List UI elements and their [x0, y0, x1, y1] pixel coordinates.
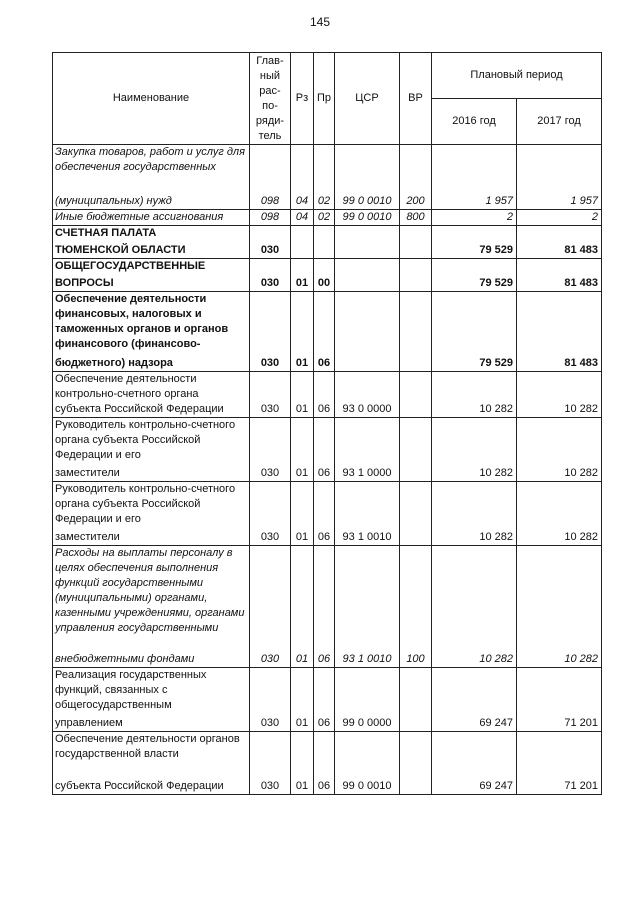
row-main-manager: 030: [250, 418, 291, 482]
row-target-item: 93 1 0010: [335, 482, 400, 546]
row-section: 04: [291, 210, 314, 226]
row-subsection: 02: [314, 210, 335, 226]
row-subsection: 06: [314, 482, 335, 546]
row-name-last-line: управлением: [55, 717, 123, 729]
row-name: [53, 732, 250, 795]
row-value-2017: 71 201: [517, 668, 602, 732]
row-name: [53, 372, 250, 418]
budget-table: [52, 52, 602, 795]
table-row: [53, 482, 602, 546]
row-subsection: 02: [314, 145, 335, 210]
header-planned-period: Плановый период: [432, 53, 602, 99]
row-value-2017: 81 483: [517, 292, 602, 372]
row-section: 01: [291, 546, 314, 668]
row-value-2017: 10 282: [517, 418, 602, 482]
header-year-2017: 2017 год: [517, 99, 602, 145]
row-name-text: Расходы на выплаты персоналу в целях обеспечения выполнения функций государственными (муниципальными) органами, казенными учреждениями, органами управления государственными: [55, 547, 245, 634]
header-name: Наименование: [53, 53, 250, 145]
row-section: 01: [291, 259, 314, 292]
row-name-last-line: заместители: [55, 531, 120, 543]
row-main-manager: 098: [250, 210, 291, 226]
table-row: [53, 418, 602, 482]
row-value-2016: 1 957: [432, 145, 517, 210]
row-subsection: 06: [314, 372, 335, 418]
row-name-last-line: субъекта Российской Федерации: [55, 780, 224, 792]
row-name-text: Руководитель контрольно-счетного органа субъекта Российской Федерации и его: [55, 483, 236, 525]
row-name: [53, 292, 250, 372]
row-name: [53, 546, 250, 668]
row-value-2017: 81 483: [517, 259, 602, 292]
row-name-last-line: субъекта Российской Федерации: [55, 403, 224, 415]
row-name: [53, 482, 250, 546]
row-value-2017: 71 201: [517, 732, 602, 795]
row-expense-type: [400, 732, 432, 795]
row-section: 01: [291, 418, 314, 482]
row-name-text: Обеспечение деятельности финансовых, налоговых и таможенных органов и органов финансового (финансово-: [55, 293, 229, 350]
row-name-last-line: (муниципальных) нужд: [55, 195, 172, 207]
header-target-item: ЦСР: [335, 53, 400, 145]
row-expense-type: [400, 259, 432, 292]
row-value-2016: 79 529: [432, 226, 517, 259]
row-section: 01: [291, 482, 314, 546]
row-main-manager: 030: [250, 292, 291, 372]
row-subsection: 00: [314, 259, 335, 292]
row-value-2017: 10 282: [517, 372, 602, 418]
row-name-last-line: ТЮМЕНСКОЙ ОБЛАСТИ: [55, 244, 186, 256]
row-name-text: Реализация государственных функций, связанных с общегосударственным: [55, 669, 207, 711]
row-section: [291, 226, 314, 259]
row-name: [53, 210, 250, 226]
row-value-2016: 10 282: [432, 546, 517, 668]
row-target-item: 99 0 0010: [335, 732, 400, 795]
row-value-2016: 79 529: [432, 292, 517, 372]
row-name-text: СЧЕТНАЯ ПАЛАТА: [55, 227, 157, 239]
row-value-2017: 10 282: [517, 546, 602, 668]
header-year-2016: 2016 год: [432, 99, 517, 145]
row-expense-type: [400, 668, 432, 732]
row-section: 01: [291, 732, 314, 795]
row-value-2016: 69 247: [432, 732, 517, 795]
row-value-2017: 10 282: [517, 482, 602, 546]
page-number: 145: [309, 15, 331, 29]
table-row: [53, 259, 602, 292]
row-value-2017: 2: [517, 210, 602, 226]
row-value-2016: 10 282: [432, 418, 517, 482]
row-value-2016: 79 529: [432, 259, 517, 292]
row-name-text: ОБЩЕГОСУДАРСТВЕННЫЕ: [55, 260, 206, 272]
row-name: [53, 226, 250, 259]
row-value-2016: 2: [432, 210, 517, 226]
row-expense-type: [400, 372, 432, 418]
row-section: 04: [291, 145, 314, 210]
row-subsection: 06: [314, 418, 335, 482]
row-name: [53, 145, 250, 210]
table-row: [53, 292, 602, 372]
table-row: [53, 668, 602, 732]
row-name-text: Обеспечение деятельности органов государственной власти: [55, 733, 240, 760]
row-target-item: 93 0 0000: [335, 372, 400, 418]
row-value-2016: 10 282: [432, 372, 517, 418]
row-value-2016: 69 247: [432, 668, 517, 732]
header-subsection: Пр: [314, 53, 335, 145]
row-target-item: [335, 292, 400, 372]
row-expense-type: [400, 482, 432, 546]
row-section: 01: [291, 372, 314, 418]
row-main-manager: 030: [250, 259, 291, 292]
row-value-2017: 81 483: [517, 226, 602, 259]
row-name-last-line: бюджетного) надзора: [55, 357, 173, 369]
header-main-manager: Глав- ный рас- по- ряди- тель: [250, 53, 291, 145]
row-name: [53, 259, 250, 292]
row-target-item: 93 1 0000: [335, 418, 400, 482]
row-name-text: Обеспечение деятельности контрольно-счетного органа: [55, 373, 199, 400]
row-target-item: 93 1 0010: [335, 546, 400, 668]
row-name: [53, 418, 250, 482]
row-name: [53, 668, 250, 732]
row-target-item: 99 0 0000: [335, 668, 400, 732]
header-expense-type: ВР: [400, 53, 432, 145]
row-subsection: 06: [314, 668, 335, 732]
row-expense-type: 800: [400, 210, 432, 226]
row-name-text: Закупка товаров, работ и услуг для обеспечения государственных: [55, 146, 246, 173]
row-expense-type: [400, 418, 432, 482]
row-main-manager: 030: [250, 546, 291, 668]
row-expense-type: [400, 226, 432, 259]
row-target-item: 99 0 0010: [335, 210, 400, 226]
row-subsection: 06: [314, 292, 335, 372]
row-main-manager: 030: [250, 668, 291, 732]
table-row: [53, 546, 602, 668]
table-row: [53, 210, 602, 226]
row-target-item: [335, 259, 400, 292]
row-subsection: [314, 226, 335, 259]
row-value-2016: 10 282: [432, 482, 517, 546]
row-section: 01: [291, 668, 314, 732]
row-expense-type: [400, 292, 432, 372]
row-section: 01: [291, 292, 314, 372]
table-row: [53, 226, 602, 259]
row-main-manager: 098: [250, 145, 291, 210]
row-name-last-line: ВОПРОСЫ: [55, 277, 114, 289]
header-section: Рз: [291, 53, 314, 145]
row-value-2017: 1 957: [517, 145, 602, 210]
row-subsection: 06: [314, 732, 335, 795]
row-main-manager: 030: [250, 482, 291, 546]
row-target-item: 99 0 0010: [335, 145, 400, 210]
row-main-manager: 030: [250, 732, 291, 795]
row-target-item: [335, 226, 400, 259]
row-name-text: Руководитель контрольно-счетного органа субъекта Российской Федерации и его: [55, 419, 236, 461]
table-row: [53, 372, 602, 418]
row-subsection: 06: [314, 546, 335, 668]
row-name-last-line: заместители: [55, 467, 120, 479]
table-row: [53, 145, 602, 210]
table-row: [53, 732, 602, 795]
row-name-last-line: внебюджетными фондами: [55, 653, 195, 665]
row-main-manager: 030: [250, 226, 291, 259]
row-expense-type: 200: [400, 145, 432, 210]
row-main-manager: 030: [250, 372, 291, 418]
row-name-last-line: Иные бюджетные ассигнования: [55, 211, 224, 223]
row-expense-type: 100: [400, 546, 432, 668]
